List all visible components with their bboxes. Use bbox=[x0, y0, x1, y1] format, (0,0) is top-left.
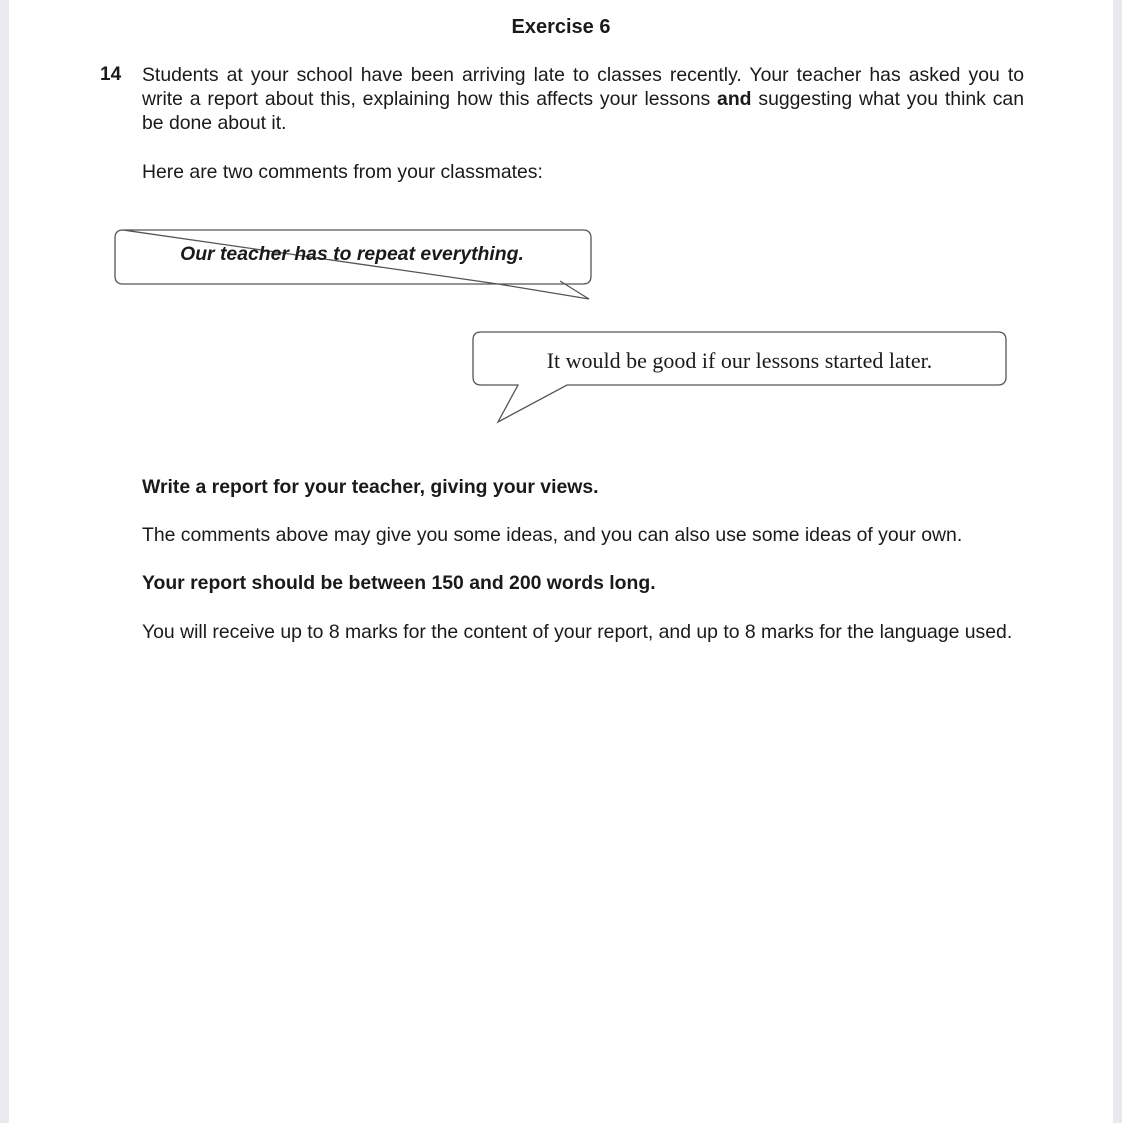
ideas-instruction: The comments above may give you some ideas, and you can also use some ideas of your own. bbox=[142, 524, 963, 546]
task-instruction: Write a report for your teacher, giving your views. bbox=[142, 476, 599, 498]
speech-bubbles-graphic bbox=[0, 0, 1122, 440]
exercise-heading: Exercise 6 bbox=[511, 16, 611, 38]
comment-1-text: Our teacher has to repeat everything. bbox=[180, 243, 524, 265]
intro-text-bold: and bbox=[717, 88, 752, 110]
question-number: 14 bbox=[100, 64, 122, 85]
intro-text-end: suggesting what you think can be done about it. bbox=[142, 88, 1024, 134]
comments-lead: Here are two comments from your classmates: bbox=[142, 161, 543, 183]
speech-bubble-2-outline bbox=[473, 332, 1006, 422]
intro-text-start: Students at your school have been arriving late to classes recently. Your teacher has asked you to write a report about this, explaining how this affects your lessons bbox=[142, 64, 1024, 110]
marks-instruction: You will receive up to 8 marks for the content of your report, and up to 8 marks for the language used. bbox=[142, 621, 1013, 643]
length-instruction: Your report should be between 150 and 200 words long. bbox=[142, 572, 656, 594]
comment-2-text: It would be good if our lessons started later. bbox=[546, 348, 933, 373]
